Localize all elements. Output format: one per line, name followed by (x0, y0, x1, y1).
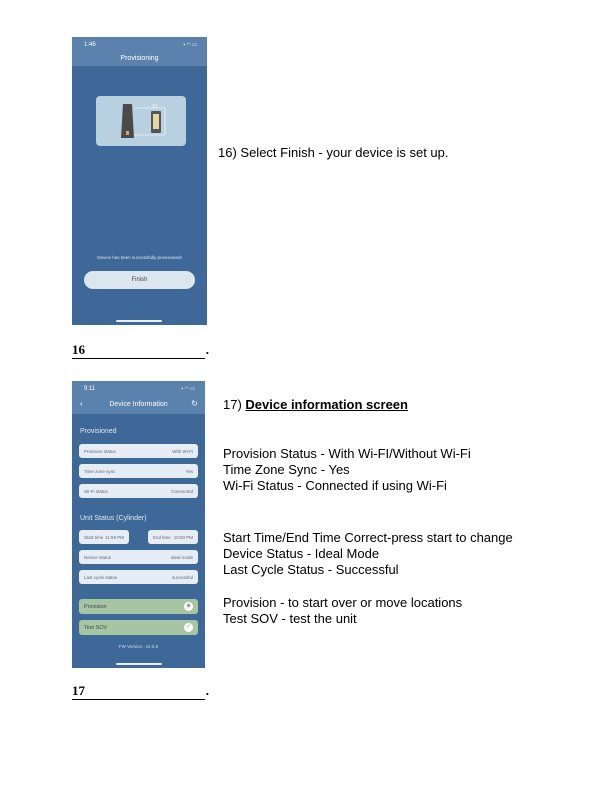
finish-button[interactable]: Finish (84, 271, 195, 289)
cylinder-phone-icon (96, 96, 186, 146)
device-illustration (96, 96, 186, 146)
text-line: Last Cycle Status - Successful (223, 562, 399, 577)
home-indicator (116, 663, 162, 665)
figure-number-16 (72, 342, 209, 359)
row-label: Last cycle status (84, 574, 118, 580)
status-bar (72, 37, 207, 66)
row-value: With Wi-Fi (172, 448, 193, 454)
text-line: Device Status - Ideal Mode (223, 546, 380, 561)
row-value: Connected (171, 488, 193, 494)
text-line: Provision - to start over or move locations (223, 595, 463, 610)
row-label: Time zone sync (84, 468, 116, 474)
start-time-button[interactable] (79, 530, 129, 544)
row-label: Device status (84, 554, 112, 560)
provision-status-row (79, 444, 198, 458)
row-label: Provision status (84, 448, 116, 454)
dot: . (205, 683, 209, 698)
start-label: Start time (84, 534, 104, 540)
unit-status-heading: Unit Status (Cylinder) (80, 515, 147, 522)
time-zone-sync-row (79, 464, 198, 478)
figure-number: 16 (72, 342, 85, 357)
signal-wifi-battery-icon: ▪ ◠ ▭ (183, 42, 197, 48)
step16-caption: 16) Select Finish - your device is set up. (218, 145, 449, 160)
screen-title: Provisioning (120, 55, 159, 62)
home-indicator (116, 320, 162, 322)
step17-heading (223, 397, 408, 412)
dot: . (205, 342, 209, 357)
end-label: End time (153, 534, 171, 540)
test-sov-button[interactable] (79, 620, 198, 635)
row-value: Yes (185, 468, 193, 474)
heading-prefix: 17) (223, 397, 246, 412)
text-line: Test SOV - test the unit (223, 611, 357, 626)
text-line: Wi-Fi Status - Connected if using Wi-Fi (223, 478, 447, 493)
row-value: successful (171, 574, 193, 580)
row-label: Wi-Fi status (84, 488, 108, 494)
end-time-button[interactable] (148, 530, 198, 544)
signal-wifi-battery-icon: ▪ ◠ ▭ (181, 386, 195, 392)
heading-text: Device information screen (245, 397, 408, 412)
fw-version: FW Version : v2.0.8 (118, 644, 159, 649)
clock: 9:11 (84, 386, 96, 392)
button-label: Test SOV (84, 624, 108, 631)
start-value: 11:59 PM (105, 534, 124, 540)
text-line: Time Zone Sync - Yes (223, 462, 350, 477)
step17-group1 (223, 446, 471, 494)
button-label: Provision (84, 603, 107, 610)
step17-group3 (223, 595, 462, 627)
step17-group2 (223, 530, 513, 578)
device-status-row (79, 550, 198, 564)
back-icon[interactable]: ‹ (80, 399, 83, 408)
figure-number-17 (72, 683, 209, 700)
device-information-screenshot (72, 381, 205, 668)
provisioned-heading: Provisioned (80, 428, 117, 435)
provisioning-screenshot (72, 37, 207, 325)
text-line: Start Time/End Time Correct-press start to change (223, 530, 513, 545)
check-icon: ✓ (185, 624, 192, 630)
row-value: Ideal mode (170, 554, 193, 560)
success-message: Device has been successfully provisioned! (97, 255, 182, 260)
end-value: 10:50 PM (173, 534, 193, 540)
wifi-status-row (79, 484, 198, 498)
wifi-icon: ◆ (184, 602, 193, 611)
refresh-icon[interactable]: ↻ (191, 399, 198, 408)
last-cycle-status-row (79, 570, 198, 584)
figure-number: 17 (72, 683, 85, 698)
text-line: Provision Status - With Wi-FI/Without Wi-Fi (223, 446, 471, 461)
provision-button[interactable] (79, 599, 198, 614)
clock: 1:46 (84, 42, 96, 48)
screen-title: Device Information (109, 401, 168, 408)
status-bar (72, 381, 205, 414)
